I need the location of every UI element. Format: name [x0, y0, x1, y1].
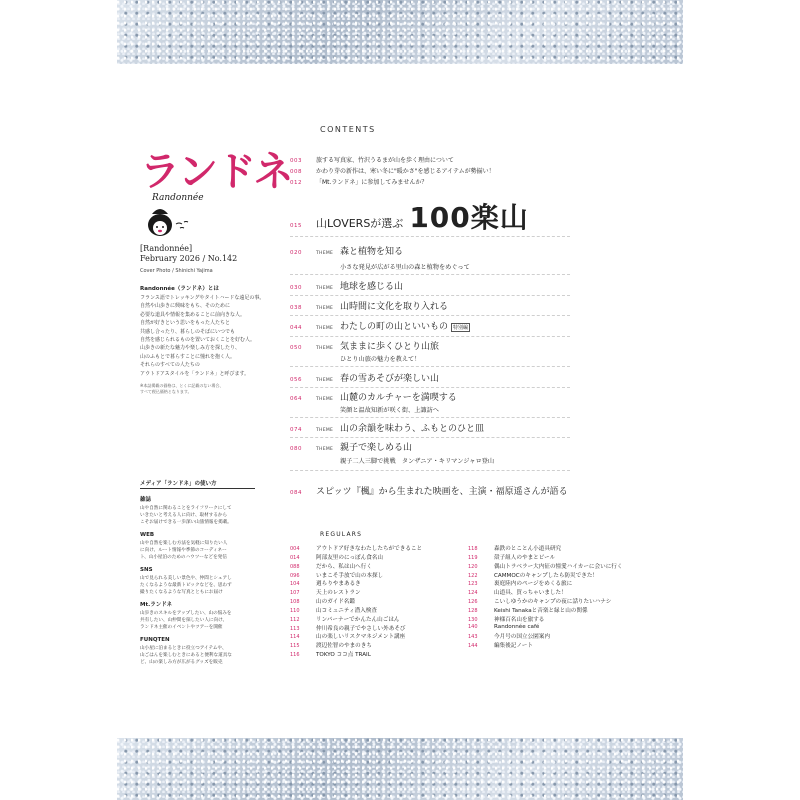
list-item: 112 リンパーナーでかんたん山ごはん	[290, 616, 400, 623]
theme-subtitle: ひとり山旅の魅力を教えて！	[340, 356, 421, 363]
divider	[290, 236, 570, 237]
divider	[290, 315, 570, 316]
list-item: 143 今月号の国立公園案内	[468, 634, 550, 641]
theme-row: 050 THEME 気ままに歩くひとり山旅	[290, 339, 439, 352]
magazine-name: [Randonnée]	[140, 244, 193, 253]
list-item: 140 Randonnée café	[468, 623, 540, 630]
list-item: 130 神様百名山を旅する	[468, 616, 545, 623]
media-usage-list	[140, 496, 258, 671]
theme-row: 044 THEME わたしの町の山といいもの 特別編	[290, 319, 470, 332]
divider	[290, 274, 570, 275]
theme-row: 080 THEME 親子で楽しめる山	[290, 440, 412, 453]
list-item: 123 裏庭陸内のページをめくる旅に	[468, 581, 573, 588]
randonnee-logo: ランドネ	[140, 149, 292, 195]
divider	[290, 387, 570, 388]
theme-title: 森と植物を知る	[340, 247, 404, 257]
toc-item-title: 「Mt.ランドネ」に参加してみませんか？	[316, 179, 428, 186]
randonnee-logo-subtext: Randonnée	[152, 193, 204, 203]
list-item: 124 山道具、買っちゃいました！	[468, 590, 567, 597]
snow-photo-top	[117, 0, 683, 64]
theme-subtitle: 小さな発見が広がる里山の森と植物をめぐって	[340, 264, 470, 271]
list-item: 108 山のガイド名鑑	[290, 599, 355, 606]
special-title: スピッツ『楓』から生まれた映画を、主演・福原遥さんが語る	[316, 487, 568, 497]
list-item: 119 殻子組人のやまとビール	[468, 554, 556, 561]
list-item: 116 TOKYO ココ点 TRAIL	[290, 652, 371, 659]
intro-body: フランス語でトレッキングやタイトハードな遠足の事。 自然や山歩きに興味をもち、そのために 必要な道具や情報を集めることに前向きな人。 自然が好きという思いをもった人たちと 共感し合ったり、暮らしのそばにいつでも 自然を感じられるものを置いておくことを好む人。 山歩きの新たな魅力や楽しみ方を探したり、 山のふもとで暮らすことに憧れを抱く人。 それらのすべての人たちの アウトドアスタイルを「ランドネ」と呼びます。	[140, 295, 265, 377]
divider	[290, 366, 570, 367]
mascot-illustration	[140, 200, 200, 240]
list-item: 144 編集後記ノート	[468, 643, 533, 650]
theme-row: 056 THEME 春の雪あそびが楽しい山	[290, 371, 439, 384]
list-item: 104 週らりやまあるき	[290, 581, 361, 588]
list-item: 088 だから、私は山へ行く	[290, 563, 372, 570]
media-block-sns: SNS 山で見られる美しい景色や、仲間とシェアし たくなるような最新トピックなどを、思わず 撮りたくなるような写真とともにお届け	[140, 567, 232, 595]
list-item: 122 CAMMOCのキャンプしたら防災できた！	[468, 572, 599, 579]
list-item: 114 山の楽しいリスクマネジメント講座	[290, 634, 406, 641]
divider	[290, 437, 570, 438]
divider	[290, 417, 570, 418]
special-edition-badge: 特別編	[453, 325, 469, 331]
contents-heading: CONTENTS	[320, 125, 376, 134]
theme-row: 074 THEME 山の余韻を味わう、ふもとのひと皿	[290, 421, 484, 434]
divider	[290, 336, 570, 337]
theme-row: 064 THEME 山麓のカルチャーを満喫する	[290, 390, 457, 403]
regulars-column-right	[468, 544, 623, 650]
page-number: 003	[290, 158, 302, 164]
divider	[290, 295, 570, 296]
theme-subtitle: 笑顔と温故知新が咲く街、上諏訪へ	[340, 407, 439, 414]
list-item: 128 Keishi Tanakaと音楽と緑と山の関係	[468, 607, 588, 614]
snow-photo-bottom	[117, 738, 683, 800]
media-block-funqten: FUNQTEN 山小屋に泊まるときに役立つアイテムや、 山ごはんを楽しむときにあると便利な道具な ど、山の楽しみ方が広がるグッズを販売	[140, 637, 232, 665]
theme-title: 山の余韻を味わう、ふもとのひと皿	[340, 424, 485, 434]
theme-title: 春の雪あそびが楽しい山	[340, 374, 440, 384]
magazine-issue: February 2026 / No.142	[140, 254, 238, 263]
list-item: 096 いまこそ手放で山の本探し	[290, 572, 384, 579]
theme-subtitle: 親子二人三脚で挑戦 タンザニア・キリマンジャロ登山	[340, 458, 495, 465]
price-note: ※本誌掲載の価格は、とくに記載のない場合、 すべて税込価格となります。	[140, 383, 224, 394]
toc-item	[290, 166, 495, 175]
page-number: 015	[290, 223, 302, 229]
list-item: 115 渡辺佐智のやまのきち	[290, 643, 372, 650]
media-divider	[140, 488, 255, 489]
list-item: 120 偶山トラベラー大内征の憧愛ハイカーに会いに行く	[468, 563, 623, 570]
theme-title: 山時間に文化を取り入れる	[340, 302, 449, 312]
page-number: 012	[290, 180, 302, 186]
media-block-web: WEB 山や自然を楽しむ方法を気軽に知りたい人 に向け、ルート情報や季節のコーディネー ト、山小屋泊のためのハウツーなどを発信	[140, 532, 228, 560]
list-item: 110 山コミュニティ潜入検査	[290, 607, 377, 614]
theme-title: 山麓のカルチャーを満喫する	[340, 393, 457, 403]
list-item: 014 阿部友里のにっぽん食名山	[290, 554, 384, 561]
list-item: 113 仲川希良の親子でやさしい外あそび	[290, 625, 406, 632]
intro-title: Randonnée（ランドネ）とは	[140, 286, 219, 292]
list-item: 118 森鉄のとことん小道具研究	[468, 546, 562, 552]
theme-row: 038 THEME 山時間に文化を取り入れる	[290, 299, 448, 312]
regulars-heading: REGULARS	[320, 531, 363, 538]
toc-item-title: かわり芽の新作は、寒い冬に"暖かさ"を感じるアイテムが勢揃い！	[316, 168, 495, 175]
feature-row	[290, 196, 529, 236]
theme-row: 020 THEME 森と植物を知る	[290, 244, 403, 257]
feature-pretitle: 山LOVERSが選ぶ	[316, 217, 404, 230]
regulars-column-left	[290, 544, 422, 659]
theme-row: 030 THEME 地球を感じる山	[290, 279, 403, 292]
page-number: 008	[290, 169, 302, 175]
divider	[290, 470, 570, 471]
theme-title: 気ままに歩くひとり山旅	[340, 342, 440, 352]
media-block-mt-randonnee: Mt.ランドネ 山歩きのスキルをアップしたい、山の悩みを 共有したい、山仲間を探したい人に向け、 ランドネ主催のイベントやツアーを開催	[140, 602, 232, 630]
feature-title: 100楽山	[409, 201, 529, 234]
list-item: 126 こいしゆうかのキャンプの夜に話りたいハナシ	[468, 599, 612, 606]
toc-item-title: 旅する写真家、竹沢うるまが山を歩く理由について	[316, 157, 454, 164]
theme-title: 地球を感じる山	[340, 282, 404, 292]
list-item: 107 天上のレストラン	[290, 590, 361, 597]
theme-title: わたしの町の山といいもの	[340, 322, 449, 332]
theme-title: 親子で楽しめる山	[340, 443, 413, 453]
list-item: 004 アウトドア好きなわたしたちができること	[290, 546, 423, 552]
media-usage-title: メディア「ランドネ」の使い方	[140, 481, 217, 487]
cover-photo-credit: Cover Photo / Shinichi Yajima	[140, 268, 213, 274]
special-row: 084 スピッツ『楓』から生まれた映画を、主演・福原遥さんが語る	[290, 484, 568, 497]
toc-item	[290, 177, 427, 186]
media-block-magazine: 雑誌 山や自然に関わることをライフワークにして いきたいと考える人に向け、取材するから こそお届けできる一歩深い山旅情報を掲載。	[140, 497, 232, 525]
magazine-info	[140, 244, 237, 264]
toc-item	[290, 155, 454, 164]
